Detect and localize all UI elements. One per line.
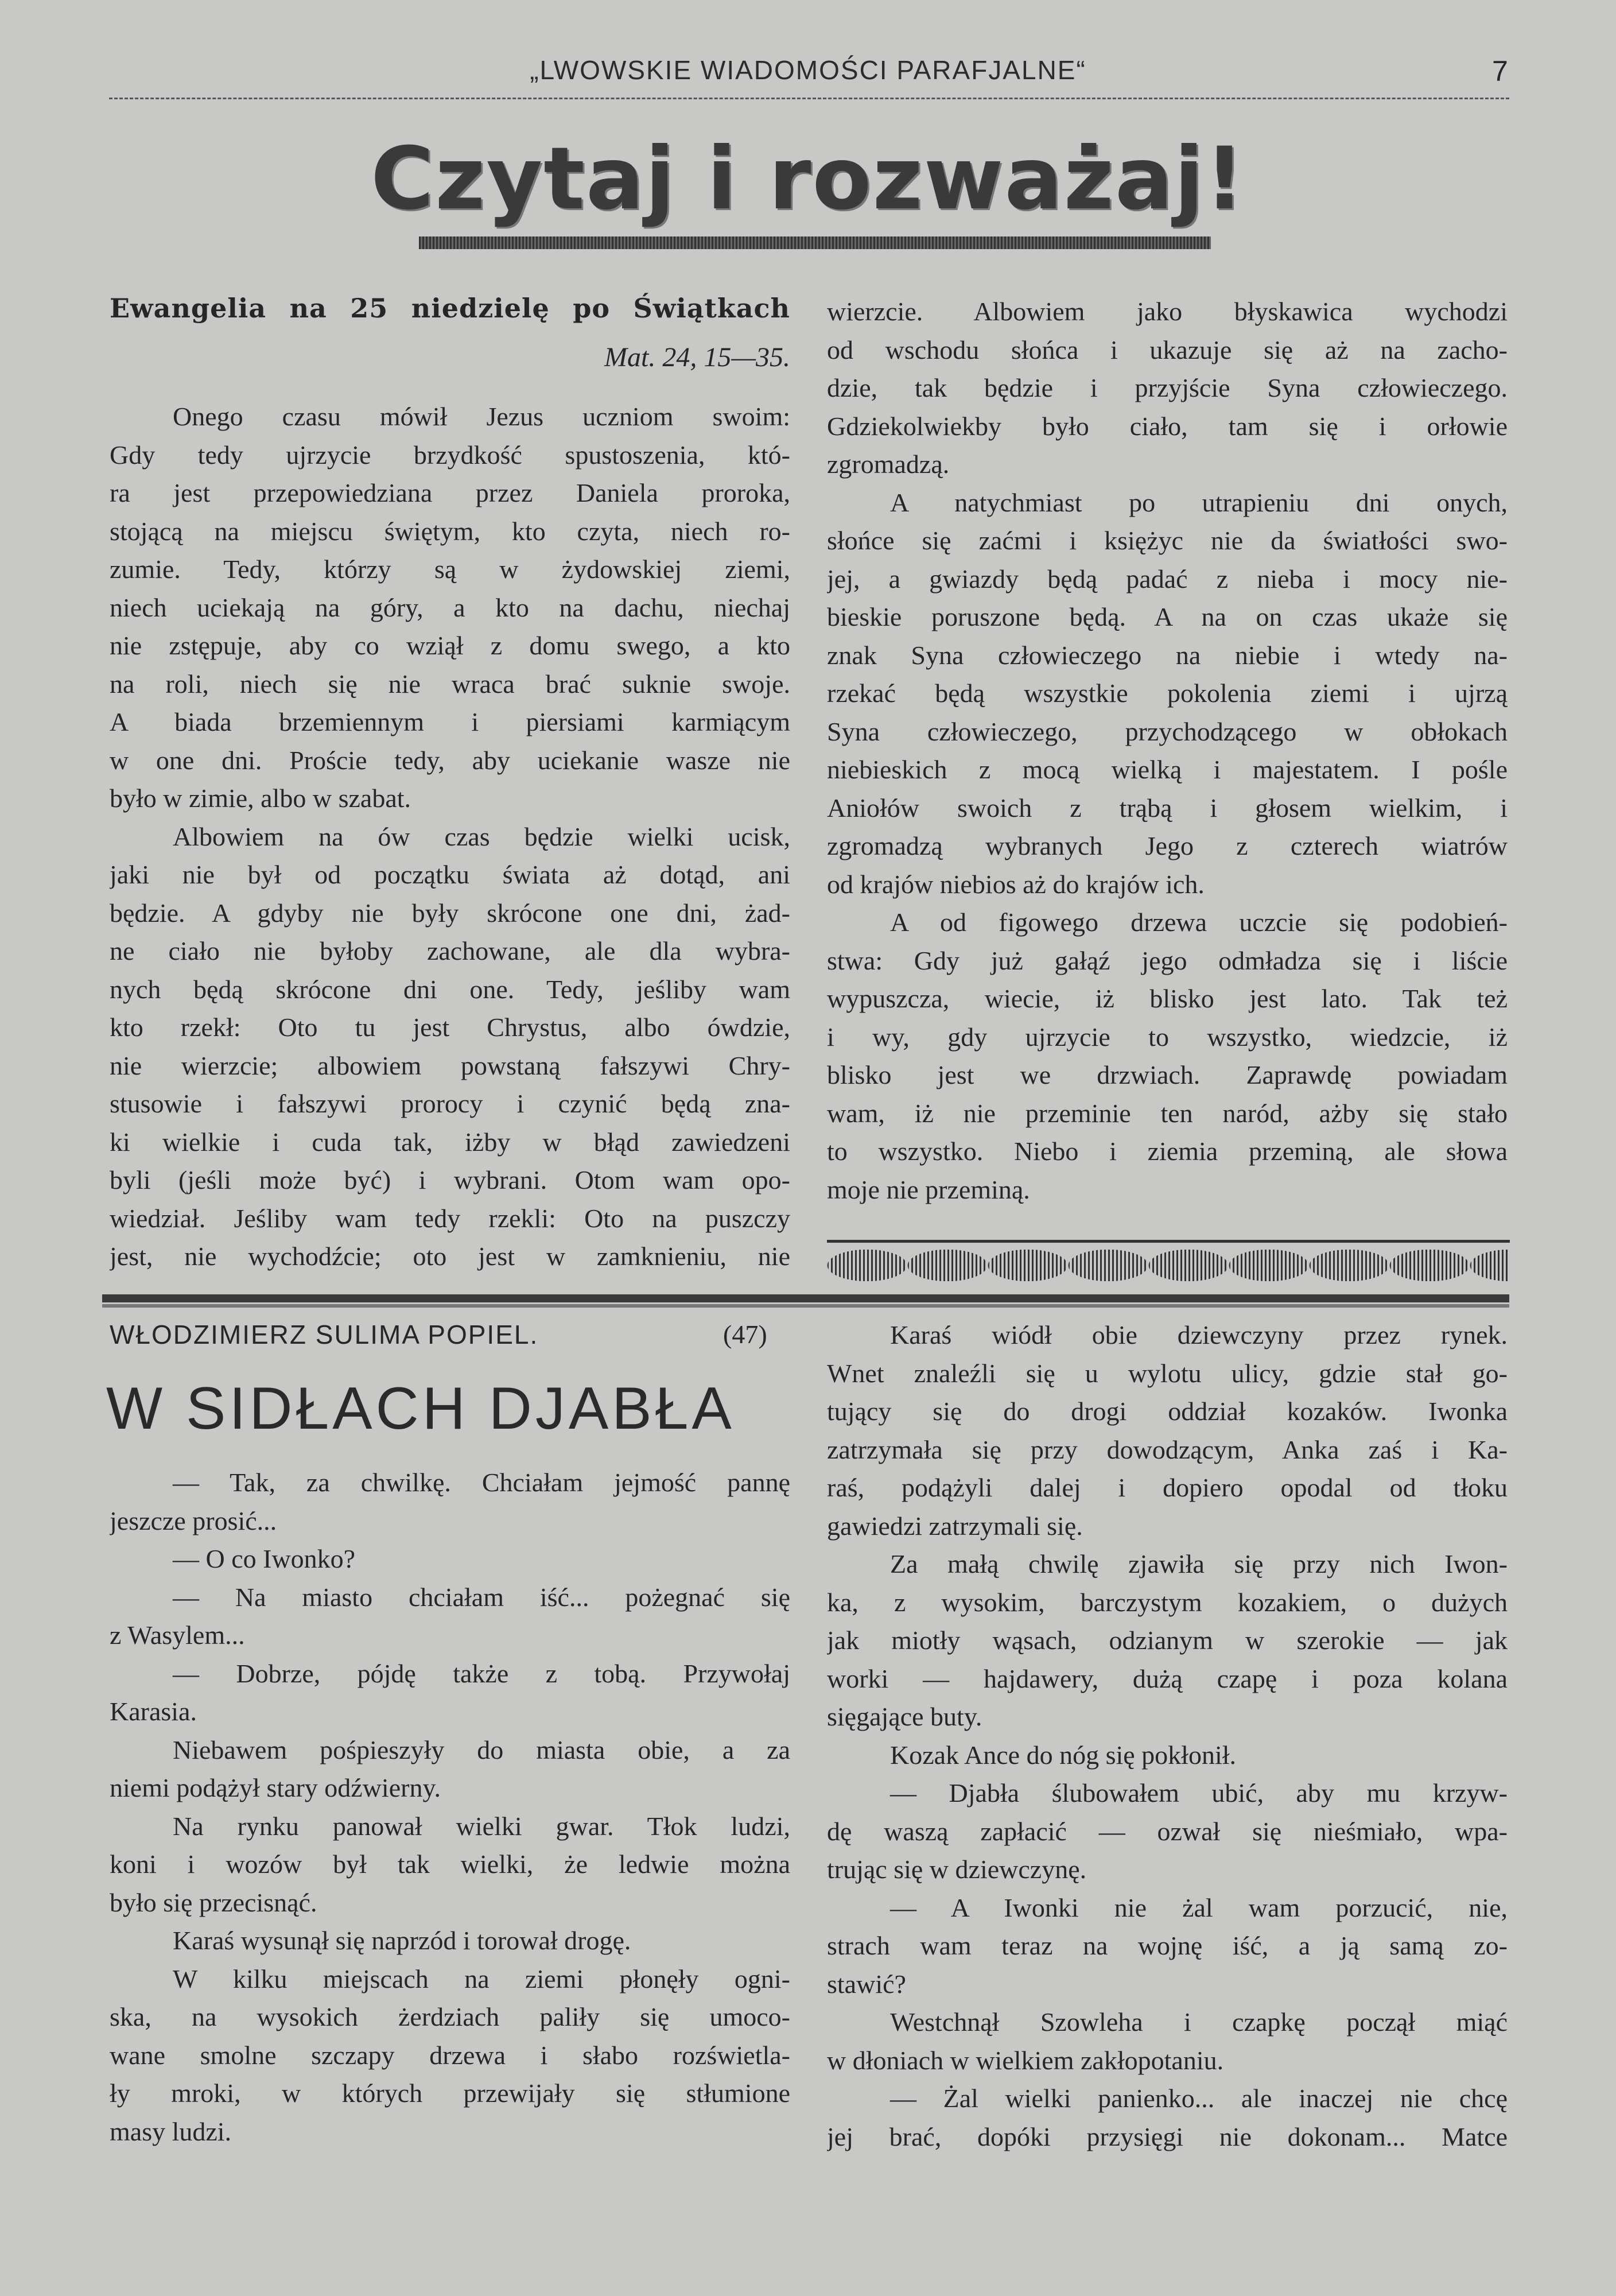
text-line: jeszcze prosić... [110,1506,277,1535]
text-line: stojącą na miejscu świętym, kto czyta, niech ro- [110,516,790,546]
text-line: — Dobrze, pójdę także z tobą. Przywołaj [173,1658,790,1688]
text-line: tujący się do drogi oddział kozaków. Iwonka [827,1397,1508,1426]
text-line: trując się w dziewczynę. [827,1855,1087,1884]
text-line: Karasia. [110,1697,197,1726]
text-line: znak Syna człowieczego na niebie i wtedy na- [827,640,1508,670]
text-line: jest, nie wychodźcie; oto jest w zamknieniu, nie [110,1242,790,1271]
text-line: W kilku miejscach na ziemi płonęły ogni- [173,1964,790,1994]
novel-title: W SIDŁACH DJABŁA [106,1375,735,1442]
text-line: nych będą skrócone dni one. Tedy, jeśliby wam [110,974,790,1004]
text-line: Syna człowieczego, przychodzącego w obłokach [827,716,1508,746]
text-line: byli (jeśli może być) i wybrani. Otom wam opo- [110,1165,790,1194]
text-line: — A Iwonki nie żal wam porzucić, nie, [890,1892,1508,1922]
text-line: ki wielkie i cuda tak, iżby w błąd zawiedzeni [110,1127,790,1157]
text-line: Karaś wiódł obie dziewczyny przez rynek. [890,1320,1508,1349]
text-line: raś, podążyli dalej i dopiero opodal od tłoku [827,1473,1508,1502]
title-underline-bar [419,236,1211,249]
text-line: rzekać będą wszystkie pokolenia ziemi i ujrzą [827,678,1508,708]
text-line: wierzcie. Albowiem jako błyskawica wychodzi [827,297,1508,326]
ornamental-divider [827,1240,1510,1283]
text-line: jej brać, dopóki przysięgi nie dokonam... Matce [827,2122,1508,2151]
text-line: niech uciekają na góry, a kto na dachu, niechaj [110,592,790,622]
running-head-title: „LWOWSKIE WIADOMOŚCI PARAFJALNE“ [530,55,1086,85]
text-line: w one dni. Proście tedy, aby uciekanie wasze nie [110,745,790,775]
text-line: Niebawem pośpieszyły do miasta obie, a za [173,1735,790,1764]
text-line: koni i wozów był tak wielki, że ledwie można [110,1849,790,1879]
text-line: będzie. A gdyby nie były skrócone one dni, żad- [110,898,790,928]
text-line: bieskie poruszone będą. A na on czas ukaże się [827,602,1508,631]
text-line: ły mroki, w których przewijały się stłumione [110,2078,790,2108]
text-line: — Djabła ślubowałem ubić, aby mu krzyw- [890,1778,1508,1808]
text-line: od wschodu słońca i ukazuje się aż na zacho- [827,335,1508,364]
text-line: A natychmiast po utrapieniu dni onych, [890,487,1508,517]
text-line: nie wierzcie; albowiem powstaną fałszywi Chry- [110,1050,790,1080]
text-line: jej, a gwiazdy będą padać z nieba i mocy nie- [827,564,1508,594]
text-line: Westchnął Szowleha i czapkę począł miąć [890,2007,1508,2037]
text-line: to wszystko. Niebo i ziemia przeminą, ale słowa [827,1137,1508,1166]
text-line: ne ciało nie byłoby zachowane, ale dla wybra- [110,936,790,965]
text-line: wiedział. Jeśliby wam tedy rzekli: Oto na puszczy [110,1203,790,1233]
text-line: niebieskich z mocą wielką i majestatem. I pośle [827,755,1508,784]
text-line: słońce się zaćmi i księżyc nie da światłości swo- [827,526,1508,555]
text-line: wam, iż nie przeminie ten naród, ażby się stało [827,1098,1508,1128]
text-line: zatrzymała się przy dowodzącym, Anka zaś i Ka- [827,1434,1508,1464]
text-line: — O co Iwonko? [173,1544,356,1573]
gospel-reference: Mat. 24, 15—35. [604,342,790,373]
text-line: jak miotły wąsach, odzianym w szerokie — jak [827,1626,1508,1655]
page-number: 7 [1492,55,1508,87]
text-line: strach wam teraz na wojnę iść, a ją samą zo- [827,1931,1508,1960]
gospel-heading: Ewangelia na 25 niedzielę po Świątkach [110,293,790,324]
section-title: Czytaj i rozważaj! [371,129,1245,229]
gospel-right-column [827,293,1508,1209]
text-line: od krajów niebios aż do krajów ich. [827,869,1205,899]
text-line: jaki nie był od początku świata aż dotąd, ani [110,860,790,889]
text-line: gawiedzi zatrzymali się. [827,1511,1083,1541]
text-line: wane smolne szczapy drzewa i słabo rozświetla- [110,2040,790,2070]
section-divider [102,1294,1509,1304]
text-line: z Wasylem... [110,1620,245,1650]
text-line: Gdy tedy ujrzycie brzydkość spustoszenia, któ- [110,440,790,470]
header-rule [109,98,1509,99]
text-line: ska, na wysokich żerdziach paliły się umoco- [110,2002,790,2031]
text-line: — Tak, za chwilkę. Chciałam jejmość pannę [173,1468,790,1497]
text-line: wypuszcza, wiecie, iż blisko jest lato. Tak też [827,984,1508,1013]
text-line: dę waszą zapłacić — ozwał się nieśmiało, wpa- [827,1816,1508,1846]
novel-right-column [827,1316,1508,2156]
novel-author: WŁODZIMIERZ SULIMA POPIEL. [110,1320,539,1349]
text-line: stusowie i fałszywi prorocy i czynić będą zna- [110,1089,790,1118]
text-line: zgromadzą wybranych Jego z czterech wiatrów [827,831,1508,860]
text-line: sięgające buty. [827,1702,982,1731]
text-line: ka, z wysokim, barczystym kozakiem, o dużych [827,1587,1508,1617]
text-line: masy ludzi. [110,2116,232,2146]
text-line: moje nie przeminą. [827,1174,1030,1204]
text-line: w dłoniach w wielkiem zakłopotaniu. [827,2045,1224,2075]
text-line: worki — hajdawery, dużą czapę i poza kolana [827,1663,1508,1693]
text-line: kto rzekł: Oto tu jest Chrystus, albo ówdzie, [110,1013,790,1042]
text-line: było się przecisnąć. [110,1887,317,1917]
text-line: na roli, niech się nie wraca brać suknie swoje. [110,669,790,699]
text-line: blisko jest we drzwiach. Zaprawdę powiadam [827,1060,1508,1089]
text-line: Kozak Ance do nóg się pokłonił. [890,1740,1237,1770]
text-line: stwa: Gdy już gałąź jego odmładza się i liście [827,945,1508,975]
text-line: Za małą chwilę zjawiła się przy nich Iwon- [890,1549,1508,1578]
text-line: dzie, tak będzie i przyjście Syna człowieczego. [827,373,1508,402]
text-line: A od figowego drzewa uczcie się podobień- [890,907,1508,937]
text-line: stawić? [827,1969,906,1999]
text-line: Na rynku panował wielki gwar. Tłok ludzi, [173,1811,790,1841]
text-line: — Na miasto chciałam iść... pożegnać się [173,1582,790,1612]
text-line: Gdziekolwiekby było ciało, tam się i orłowie [827,411,1508,441]
text-line: Onego czasu mówił Jezus uczniom swoim: [173,402,790,431]
text-line: Wnet znaleźli się u wylotu ulicy, gdzie stał go- [827,1358,1508,1388]
novel-left-column [110,1464,790,2151]
text-line: było w zimie, albo w szabat. [110,784,411,813]
gospel-left-column [110,398,790,1276]
text-line: niemi podążył stary odźwierny. [110,1773,441,1802]
text-line: Karaś wysunął się naprzód i torował drogę. [173,1926,631,1955]
novel-episode-number: (47) [723,1320,767,1349]
text-line: i wy, gdy ujrzycie to wszystko, wiedzcie, iż [827,1022,1508,1052]
text-line: nie zstępuje, aby co wziął z domu swego, a kto [110,631,790,660]
text-line: — Żal wielki panienko... ale inaczej nie chcę [890,2084,1508,2113]
text-line: zumie. Tedy, którzy są w żydowskiej ziemi, [110,554,790,584]
text-line: A biada brzemiennym i piersiami karmiącym [110,707,790,736]
text-line: Aniołów swoich z trąbą i głosem wielkim, i [827,793,1508,823]
wave-ornament [827,1250,1510,1281]
text-line: zgromadzą. [827,449,950,479]
text-line: ra jest przepowiedziana przez Daniela proroka, [110,478,790,507]
text-line: Albowiem na ów czas będzie wielki ucisk, [173,821,790,851]
